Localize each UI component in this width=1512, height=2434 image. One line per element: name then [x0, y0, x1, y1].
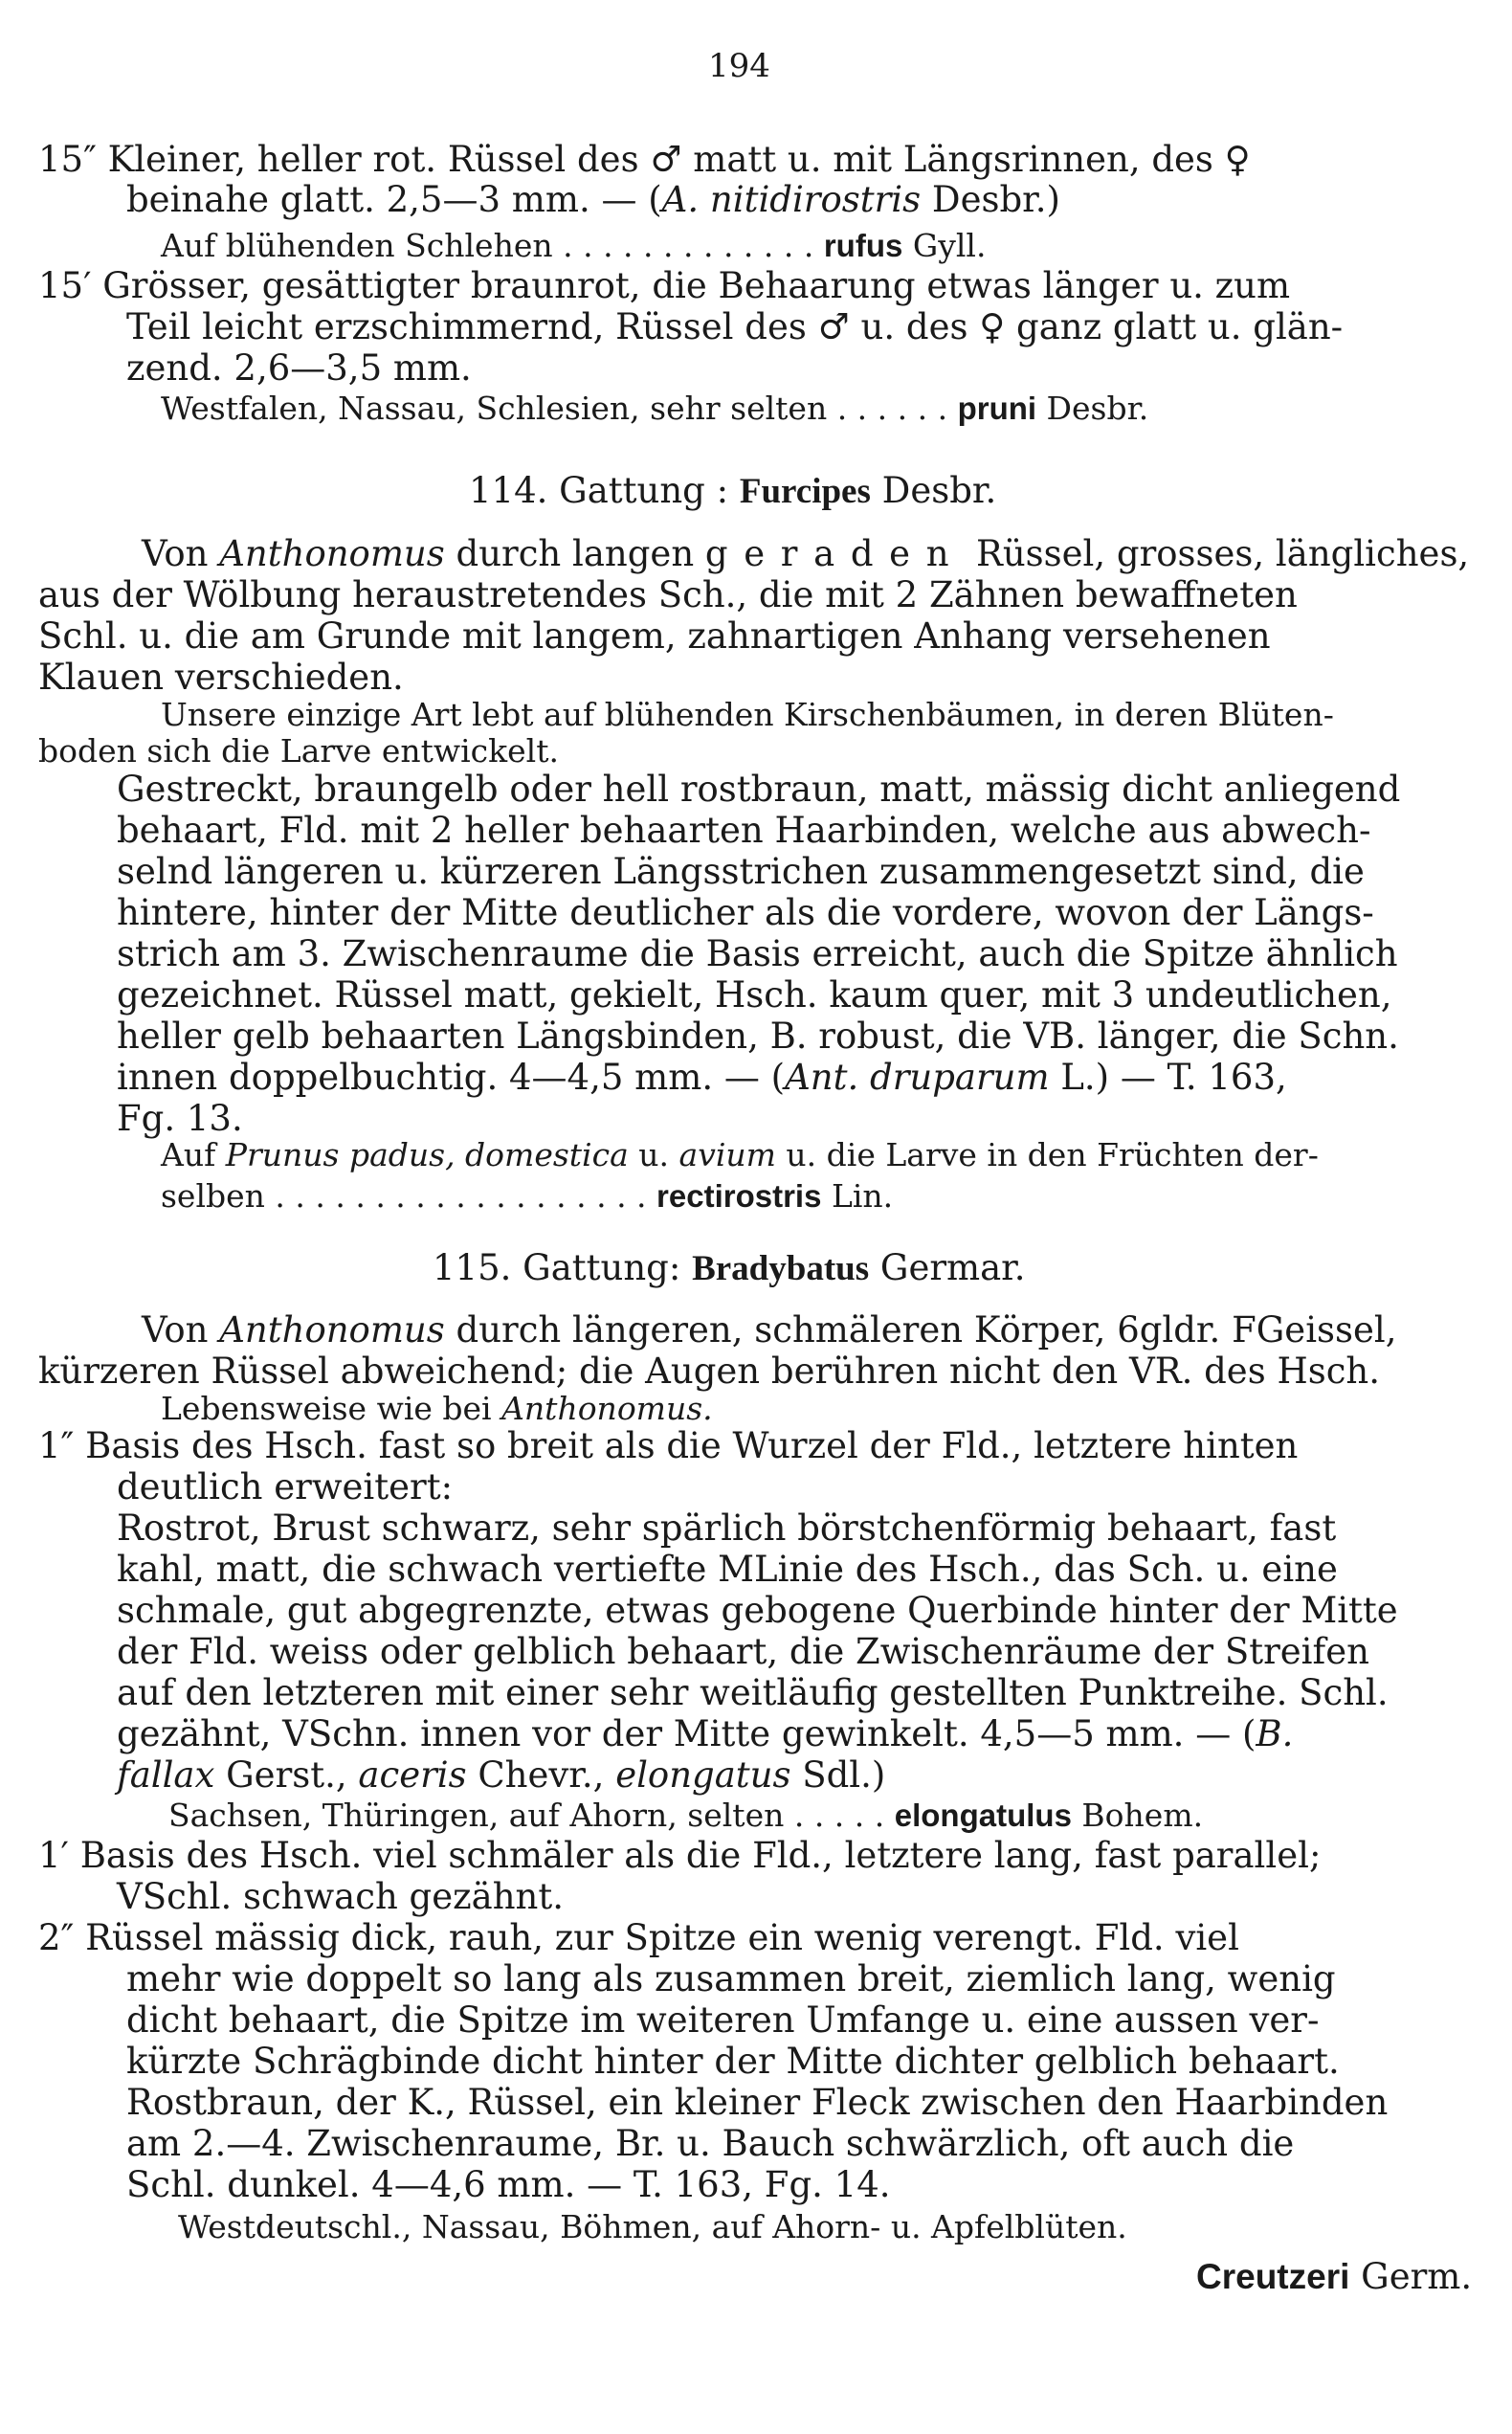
text-line — [117, 1016, 1399, 1057]
text-segment: 114. Gattung : — [469, 470, 740, 511]
text-line — [126, 347, 472, 389]
text-line — [117, 1631, 1369, 1672]
text-segment: rectirostris — [656, 1178, 822, 1214]
text-segment: dicht behaart, die Spitze im weiteren Umfange u. eine aussen ver- — [126, 1999, 1320, 2041]
text-line — [161, 1177, 894, 1215]
text-segment: Schl. u. die am Grunde mit langem, zahnartigen Anhang versehenen — [38, 615, 1271, 657]
text-line — [117, 974, 1392, 1016]
text-segment: Sdl.) — [790, 1754, 886, 1796]
text-segment: Schl. dunkel. 4—4,6 mm. — T. 163, Fg. 14. — [126, 2164, 891, 2205]
text-segment: Gestreckt, braungelb oder hell rostbraun, matt, mässig dicht anliegend — [117, 769, 1401, 810]
text-segment: Bohem. — [1071, 1797, 1204, 1834]
text-line — [38, 574, 1298, 615]
text-segment: beinahe glatt. 2,5—3 mm. — ( — [126, 179, 662, 220]
text-segment: Prunus padus, domestica — [225, 1136, 629, 1173]
text-line — [161, 390, 1149, 427]
text-line — [126, 2082, 1389, 2123]
text-segment: 115. Gattung: — [433, 1247, 693, 1288]
text-segment: Von — [142, 1309, 220, 1351]
text-line — [1196, 2256, 1473, 2297]
text-line — [117, 1754, 886, 1796]
text-line — [117, 1876, 564, 1917]
text-segment: Ant. druparum — [785, 1057, 1050, 1098]
text-line — [117, 769, 1401, 810]
text-line — [117, 1713, 1294, 1754]
text-line — [117, 1672, 1389, 1713]
page-number — [708, 47, 770, 85]
text-segment: Fg. 13. — [117, 1098, 243, 1139]
text-segment: boden sich die Larve entwickelt. — [38, 732, 559, 770]
text-segment: Anthonomus — [219, 533, 445, 574]
text-segment: Germar. — [869, 1247, 1026, 1288]
text-segment: Westdeutschl., Nassau, Böhmen, auf Ahorn- u. Apfelblüten. — [178, 2208, 1127, 2245]
text-segment: mehr wie doppelt so lang als zusammen breit, ziemlich lang, wenig — [126, 1958, 1336, 1999]
text-segment: Rostrot, Brust schwarz, sehr spärlich börstchenförmig behaart, fast — [117, 1507, 1337, 1549]
text-segment: A. nitidirostris — [661, 179, 922, 220]
text-line — [168, 1797, 1204, 1834]
text-line — [126, 2123, 1295, 2164]
text-line — [161, 1136, 1319, 1173]
text-segment: Bradybatus — [692, 1249, 870, 1288]
text-segment: Klauen verschieden. — [38, 657, 404, 698]
text-segment: 1′ Basis des Hsch. viel schmäler als die Fld., letztere lang, fast parallel; — [38, 1835, 1322, 1876]
text-segment: aus der Wölbung heraustretendes Sch., die mit 2 Zähnen bewaffneten — [38, 574, 1298, 615]
text-line — [161, 696, 1334, 733]
text-segment: durch langen — [444, 533, 705, 574]
text-segment: Desbr.) — [921, 179, 1060, 220]
text-segment: 15″ Kleiner, heller rot. Rüssel des ♂ matt u. mit Längsrinnen, des ♀ — [38, 139, 1251, 180]
text-segment: rufus — [823, 228, 903, 263]
text-segment: u. — [628, 1136, 679, 1173]
text-segment: u. die Larve in den Früchten der- — [775, 1136, 1319, 1173]
text-line — [38, 657, 404, 698]
text-segment: Lebensweise wie bei — [161, 1390, 502, 1427]
text-segment: elongatulus — [894, 1798, 1072, 1833]
text-segment: Rostbraun, der K., Rüssel, ein kleiner Fleck zwischen den Haarbinden — [126, 2082, 1389, 2123]
text-segment: Anthonomus — [219, 1309, 445, 1351]
text-segment: Von — [142, 533, 220, 574]
text-segment: deutlich erweitert: — [117, 1466, 454, 1507]
text-line — [38, 1425, 1299, 1466]
text-line — [38, 139, 1251, 180]
text-line — [117, 1057, 1287, 1098]
text-line — [126, 2041, 1340, 2082]
text-segment: 15′ Grösser, gesättigter braunrot, die Behaarung etwas länger u. zum — [38, 265, 1291, 306]
text-segment: kahl, matt, die schwach vertiefte MLinie des Hsch., das Sch. u. eine — [117, 1549, 1338, 1590]
text-segment: VSchl. schwach gezähnt. — [117, 1876, 564, 1917]
text-line — [433, 1247, 1026, 1288]
text-line — [117, 851, 1365, 892]
text-segment: auf den letzteren mit einer sehr weitläufig gestellten Punktreihe. Schl. — [117, 1672, 1389, 1713]
text-line — [38, 1351, 1381, 1392]
text-segment: Unsere einzige Art lebt auf blühenden Kirschenbäumen, in deren Blüten- — [161, 696, 1334, 733]
text-segment: heller gelb behaarten Längsbinden, B. robust, die VB. länger, die Schn. — [117, 1016, 1399, 1057]
text-segment: hintere, hinter der Mitte deutlicher als die vordere, wovon der Längs- — [117, 892, 1374, 933]
text-segment: L.) — T. 163, — [1049, 1057, 1287, 1098]
text-segment: Lin. — [821, 1177, 894, 1215]
text-segment: aceris — [358, 1754, 467, 1796]
text-segment: Auf — [161, 1136, 226, 1173]
text-line — [117, 1507, 1337, 1549]
text-segment: selnd längeren u. kürzeren Längsstrichen zusammengesetzt sind, die — [117, 851, 1365, 892]
text-line — [142, 533, 1470, 574]
text-segment: gezeichnet. Rüssel matt, gekielt, Hsch. kaum quer, mit 3 undeutlichen, — [117, 974, 1392, 1016]
text-line — [38, 1917, 1239, 1958]
text-segment: geraden — [704, 533, 966, 574]
text-segment: Auf blühenden Schlehen . . . . . . . . . . . . . — [161, 227, 824, 264]
text-segment: innen doppelbuchtig. 4—4,5 mm. — ( — [117, 1057, 786, 1098]
text-segment: pruni — [957, 391, 1037, 426]
text-line — [161, 227, 987, 264]
text-segment: elongatus — [615, 1754, 791, 1796]
text-line — [142, 1309, 1397, 1351]
text-line — [117, 810, 1371, 851]
text-segment: kürzte Schrägbinde dicht hinter der Mitte dichter gelblich behaart. — [126, 2041, 1340, 2082]
text-segment: Desbr. — [1036, 390, 1149, 427]
text-segment: 194 — [708, 47, 770, 85]
text-segment: Gerst., — [214, 1754, 359, 1796]
text-segment: Chevr., — [466, 1754, 616, 1796]
text-line — [117, 1098, 243, 1139]
text-segment: 2″ Rüssel mässig dick, rauh, zur Spitze ein wenig verengt. Fld. viel — [38, 1917, 1239, 1958]
text-segment: Westfalen, Nassau, Schlesien, sehr selten . . . . . . — [161, 390, 958, 427]
text-line — [469, 470, 997, 511]
text-segment: avium — [678, 1136, 776, 1173]
text-segment: fallax — [117, 1754, 215, 1796]
text-line — [117, 1466, 454, 1507]
text-segment: gezähnt, VSchn. innen vor der Mitte gewinkelt. 4,5—5 mm. — ( — [117, 1713, 1256, 1754]
text-segment: Teil leicht erzschimmernd, Rüssel des ♂ u. des ♀ ganz glatt u. glän- — [126, 306, 1344, 347]
text-segment: selben . . . . . . . . . . . . . . . . . . . — [161, 1177, 657, 1215]
text-segment: Rüssel, grosses, längliches, — [965, 533, 1470, 574]
text-line — [117, 933, 1398, 974]
text-segment: kürzeren Rüssel abweichend; die Augen berühren nicht den VR. des Hsch. — [38, 1351, 1381, 1392]
text-line — [117, 1549, 1338, 1590]
text-line — [126, 306, 1344, 347]
text-segment: am 2.—4. Zwischenraume, Br. u. Bauch schwärzlich, oft auch die — [126, 2123, 1295, 2164]
text-line — [126, 1958, 1336, 1999]
text-segment: 1″ Basis des Hsch. fast so breit als die Wurzel der Fld., letztere hinten — [38, 1425, 1299, 1466]
text-line — [38, 265, 1291, 306]
text-segment: Furcipes — [739, 472, 871, 511]
text-segment: strich am 3. Zwischenraume die Basis erreicht, auch die Spitze ähnlich — [117, 933, 1398, 974]
text-line — [126, 2164, 891, 2205]
text-segment: Germ. — [1349, 2256, 1473, 2297]
text-segment: schmale, gut abgegrenzte, etwas gebogene Querbinde hinter der Mitte — [117, 1590, 1398, 1631]
text-line — [178, 2208, 1127, 2245]
text-line — [117, 892, 1374, 933]
text-segment: Creutzeri — [1196, 2257, 1350, 2296]
text-segment: behaart, Fld. mit 2 heller behaarten Haarbinden, welche aus abwech- — [117, 810, 1371, 851]
text-segment: Anthonomus. — [501, 1390, 713, 1427]
text-segment: Gyll. — [902, 227, 987, 264]
text-segment: Desbr. — [870, 470, 997, 511]
text-segment: der Fld. weiss oder gelblich behaart, die Zwischenräume der Streifen — [117, 1631, 1369, 1672]
text-line — [38, 732, 559, 770]
text-line — [38, 615, 1271, 657]
text-segment: Sachsen, Thüringen, auf Ahorn, selten . . . . . — [168, 1797, 895, 1834]
text-line — [161, 1390, 713, 1427]
text-segment: zend. 2,6—3,5 mm. — [126, 347, 472, 389]
text-line — [126, 179, 1060, 220]
text-line — [126, 1999, 1320, 2041]
text-segment: B. — [1256, 1713, 1294, 1754]
text-line — [38, 1835, 1322, 1876]
text-line — [117, 1590, 1398, 1631]
text-segment: durch längeren, schmäleren Körper, 6gldr. FGeissel, — [444, 1309, 1397, 1351]
